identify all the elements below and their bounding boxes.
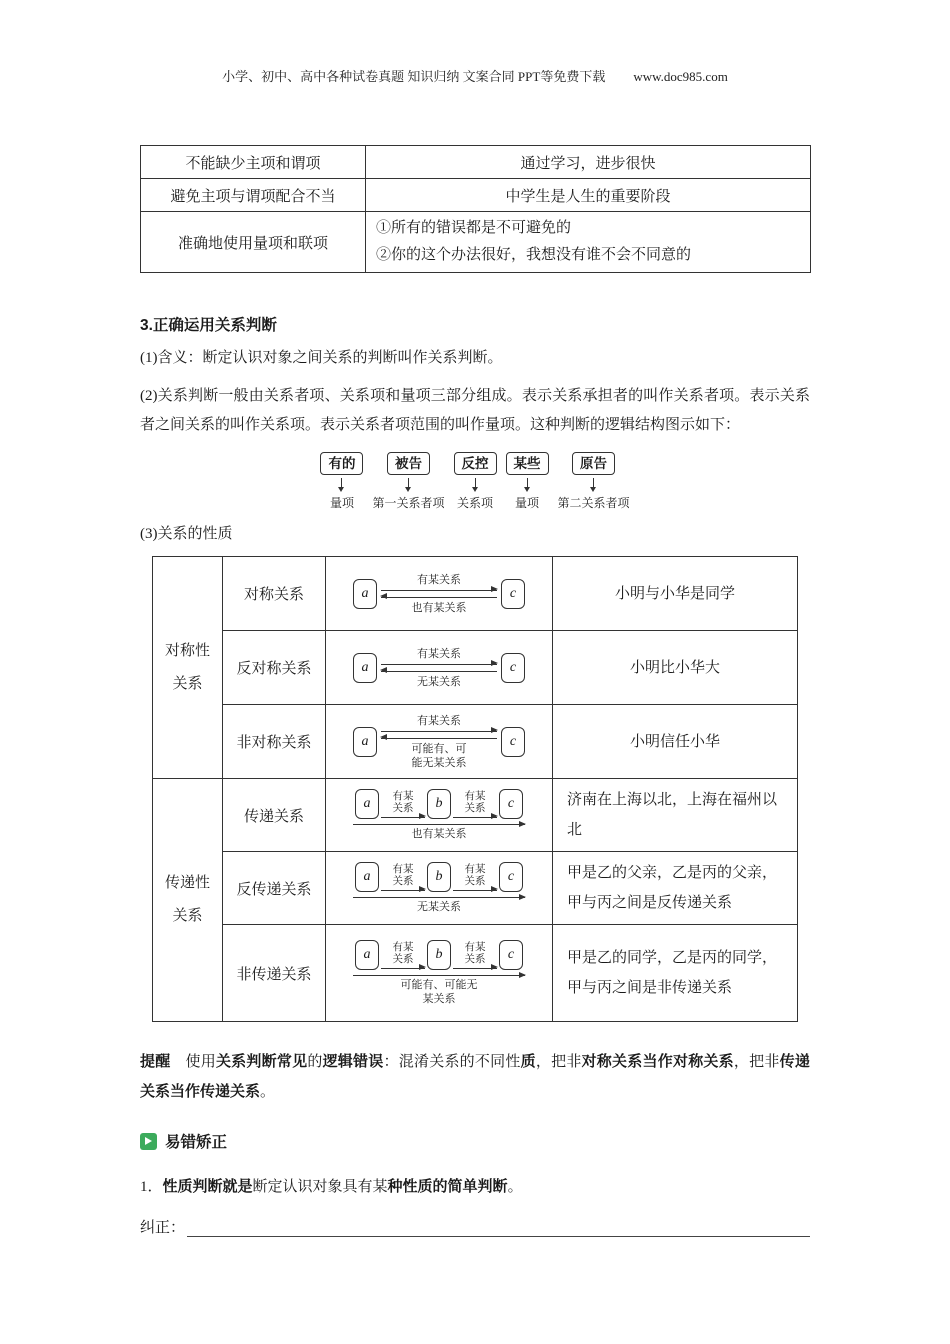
bottom-arrow-label: 也有某关系 bbox=[411, 601, 467, 614]
long-arrow-area bbox=[353, 975, 525, 1006]
right-arrow-icon bbox=[381, 890, 425, 891]
node-a: a bbox=[353, 653, 377, 683]
long-arrow-area bbox=[353, 824, 525, 841]
left-arrow-icon bbox=[381, 597, 497, 598]
segment bbox=[453, 791, 497, 818]
nontransitive-relation-diagram bbox=[328, 940, 550, 1006]
node-c: c bbox=[499, 862, 523, 892]
example-cell: 通过学习，进步很快 bbox=[366, 146, 811, 179]
diagram-cell bbox=[326, 631, 553, 705]
table-row bbox=[153, 852, 798, 925]
term-box: 有的 bbox=[320, 452, 363, 475]
right-arrow-icon bbox=[381, 731, 497, 732]
reminder-label: 提醒 bbox=[140, 1053, 171, 1070]
term-box: 反控 bbox=[454, 452, 497, 475]
left-arrow-icon bbox=[381, 738, 497, 739]
header-url: www.doc985.com bbox=[633, 69, 728, 84]
relation-name: 传递关系 bbox=[223, 779, 326, 852]
segment-label: 有某关系 bbox=[464, 863, 486, 887]
diagram-cell bbox=[326, 925, 553, 1022]
node-c: c bbox=[501, 727, 525, 757]
segment-label: 有某关系 bbox=[392, 790, 414, 814]
down-arrow-icon bbox=[527, 478, 528, 487]
table-row bbox=[153, 925, 798, 1022]
example-cell bbox=[366, 212, 811, 273]
term-label: 第一关系者项 bbox=[372, 496, 445, 510]
nonsymmetric-relation-diagram bbox=[328, 714, 550, 770]
site-header bbox=[140, 66, 810, 85]
node-row bbox=[355, 789, 523, 819]
reminder-paragraph bbox=[140, 1047, 810, 1107]
table-row bbox=[141, 146, 811, 179]
segment bbox=[453, 942, 497, 969]
top-arrow-label: 有某关系 bbox=[417, 714, 461, 727]
node-a: a bbox=[355, 940, 379, 970]
table-row bbox=[141, 179, 811, 212]
requirement-cell: 避免主项与谓项配合不当 bbox=[141, 179, 366, 212]
node-c: c bbox=[499, 940, 523, 970]
segment-label: 有某关系 bbox=[464, 941, 486, 965]
diagram-cell bbox=[326, 779, 553, 852]
right-arrow-icon bbox=[381, 590, 497, 591]
relation-name: 对称关系 bbox=[223, 557, 326, 631]
down-arrow-icon bbox=[475, 478, 476, 487]
right-arrow-icon bbox=[353, 897, 525, 898]
node-a: a bbox=[353, 727, 377, 757]
node-c: c bbox=[499, 789, 523, 819]
antitransitive-relation-diagram bbox=[328, 862, 550, 914]
judgment-requirements-table bbox=[140, 145, 811, 273]
diagram-cell bbox=[326, 705, 553, 779]
bottom-arrow-label: 也有某关系 bbox=[411, 828, 467, 840]
right-arrow-icon bbox=[381, 968, 425, 969]
example-cell: 小明信任小华 bbox=[553, 705, 798, 779]
diagram-cell bbox=[326, 557, 553, 631]
error-correction-title: 易错矫正 bbox=[165, 1134, 228, 1151]
term-box: 被告 bbox=[387, 452, 430, 475]
node-b: b bbox=[427, 789, 451, 819]
segment-label: 有某关系 bbox=[464, 790, 486, 814]
long-arrow-area bbox=[353, 897, 525, 914]
down-arrow-icon bbox=[593, 478, 594, 487]
term-box: 原告 bbox=[572, 452, 615, 475]
term-box: 某些 bbox=[506, 452, 549, 475]
requirement-cell: 不能缺少主项和谓项 bbox=[141, 146, 366, 179]
correction-blank-line bbox=[187, 1216, 810, 1237]
segment bbox=[381, 942, 425, 969]
bottom-arrow-label: 可能有、可能无某关系 bbox=[411, 742, 467, 769]
right-arrow-icon bbox=[453, 817, 497, 818]
table-row bbox=[153, 631, 798, 705]
requirement-cell: 准确地使用量项和联项 bbox=[141, 212, 366, 273]
group-label: 对称性关系 bbox=[165, 642, 211, 692]
relation-properties-table bbox=[152, 556, 798, 1022]
table-row bbox=[141, 212, 811, 273]
group-cell-symmetry bbox=[153, 557, 223, 779]
reminder-text: 使用关系判断常见的逻辑错误：混淆关系的不同性质，把非对称关系当作对称关系，把非传递关系当作传递关系。 bbox=[140, 1053, 810, 1100]
node-a: a bbox=[353, 579, 377, 609]
table-row bbox=[153, 779, 798, 852]
right-arrow-icon bbox=[453, 968, 497, 969]
group-cell-transitivity bbox=[153, 779, 223, 1022]
symmetric-relation-diagram bbox=[328, 573, 550, 615]
bottom-arrow-label: 无某关系 bbox=[417, 675, 461, 688]
transitive-relation-diagram bbox=[328, 789, 550, 841]
top-arrow-label: 有某关系 bbox=[417, 573, 461, 586]
left-arrow-icon bbox=[381, 671, 497, 672]
segment bbox=[453, 864, 497, 891]
node-b: b bbox=[427, 940, 451, 970]
node-row bbox=[355, 862, 523, 892]
logical-structure-diagram bbox=[140, 452, 810, 511]
error-correction-heading bbox=[140, 1130, 810, 1152]
segment-label: 有某关系 bbox=[392, 941, 414, 965]
error-item-1: 1．性质判断就是断定认识对象具有某种性质的简单判断。 bbox=[140, 1178, 523, 1195]
diagram-column bbox=[506, 452, 549, 511]
antisymmetric-relation-diagram bbox=[328, 647, 550, 689]
diagram-column bbox=[372, 452, 444, 511]
right-arrow-icon bbox=[453, 890, 497, 891]
paragraph-composition: (2)关系判断一般由关系者项、关系项和量项三部分组成。表示关系承担者的叫作关系者项。表示关系者之间关系的叫作关系项。表示关系者项范围的叫作量项。这种判断的逻辑结构图示如下： bbox=[140, 388, 810, 433]
example-cell: 小明比小华大 bbox=[553, 631, 798, 705]
diagram-column bbox=[558, 452, 630, 511]
example-line: ①所有的错误都是不可避免的 bbox=[376, 220, 572, 236]
term-label: 量项 bbox=[329, 496, 354, 510]
group-label: 传递性关系 bbox=[165, 875, 211, 924]
down-arrow-icon bbox=[341, 478, 342, 487]
segment bbox=[381, 864, 425, 891]
error-correction-icon bbox=[140, 1133, 157, 1150]
example-cell: 甲是乙的同学，乙是丙的同学，甲与丙之间是非传递关系 bbox=[553, 925, 798, 1022]
node-c: c bbox=[501, 579, 525, 609]
section-heading: 3.正确运用关系判断 bbox=[140, 317, 277, 334]
right-arrow-icon bbox=[353, 824, 525, 825]
relation-name: 非传递关系 bbox=[223, 925, 326, 1022]
example-line: ②你的这个办法很好，我想没有谁不会不同意的 bbox=[376, 247, 692, 263]
paragraph-definition: (1)含义：断定认识对象之间关系的判断叫作关系判断。 bbox=[140, 350, 503, 366]
example-cell: 中学生是人生的重要阶段 bbox=[366, 179, 811, 212]
correction-label: 纠正： bbox=[140, 1220, 186, 1236]
node-row bbox=[355, 940, 523, 970]
term-label: 量项 bbox=[514, 496, 539, 510]
correction-row bbox=[140, 1216, 810, 1237]
header-text: 小学、初中、高中各种试卷真题 知识归纳 文案合同 PPT等免费下载 bbox=[222, 69, 606, 84]
example-cell: 济南在上海以北，上海在福州以北 bbox=[553, 779, 798, 852]
term-label: 关系项 bbox=[456, 496, 493, 510]
right-arrow-icon bbox=[381, 817, 425, 818]
node-b: b bbox=[427, 862, 451, 892]
arrow-area bbox=[381, 573, 497, 615]
node-a: a bbox=[355, 862, 379, 892]
relation-name: 非对称关系 bbox=[223, 705, 326, 779]
diagram-column bbox=[454, 452, 497, 511]
down-arrow-icon bbox=[408, 478, 409, 487]
diagram-column bbox=[320, 452, 363, 511]
relation-name: 反传递关系 bbox=[223, 852, 326, 925]
segment-label: 有某关系 bbox=[392, 863, 414, 887]
arrow-area bbox=[381, 714, 497, 770]
table-row bbox=[153, 557, 798, 631]
node-c: c bbox=[501, 653, 525, 683]
diagram-cell bbox=[326, 852, 553, 925]
example-cell: 甲是乙的父亲，乙是丙的父亲，甲与丙之间是反传递关系 bbox=[553, 852, 798, 925]
table-row bbox=[153, 705, 798, 779]
paragraph-properties-heading: (3)关系的性质 bbox=[140, 526, 233, 542]
bottom-arrow-label: 无某关系 bbox=[417, 901, 461, 913]
right-arrow-icon bbox=[381, 664, 497, 665]
example-cell: 小明与小华是同学 bbox=[553, 557, 798, 631]
segment bbox=[381, 791, 425, 818]
arrow-area bbox=[381, 647, 497, 689]
top-arrow-label: 有某关系 bbox=[417, 647, 461, 660]
relation-name: 反对称关系 bbox=[223, 631, 326, 705]
bottom-arrow-label: 可能有、可能无某关系 bbox=[400, 979, 478, 1005]
right-arrow-icon bbox=[353, 975, 525, 976]
node-a: a bbox=[355, 789, 379, 819]
term-label: 第二关系者项 bbox=[557, 496, 630, 510]
